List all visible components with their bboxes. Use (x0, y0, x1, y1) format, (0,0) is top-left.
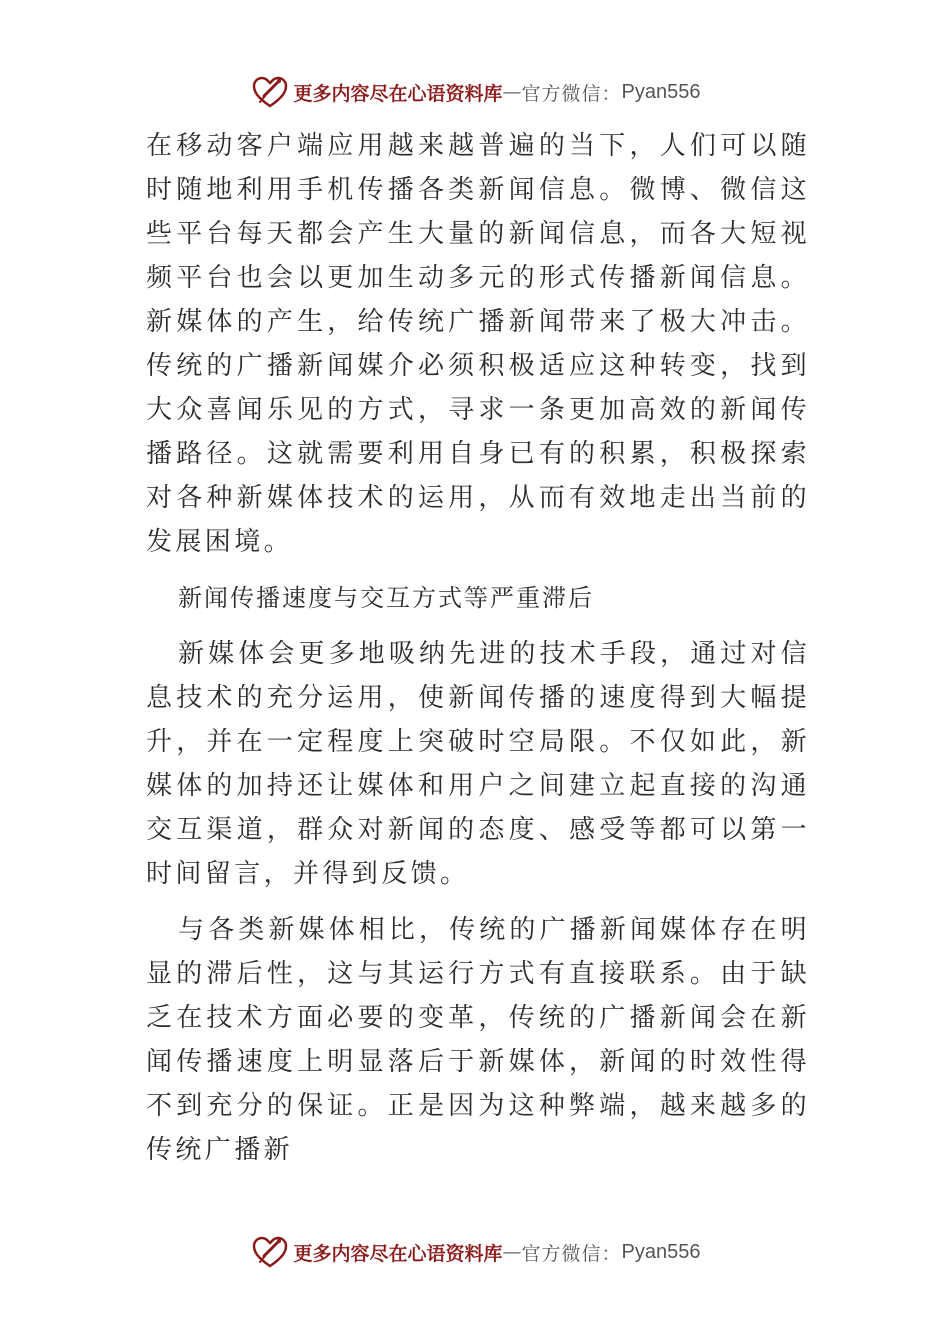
banner-wechat-id: Pyan556 (621, 1240, 701, 1263)
heart-pen-logo-icon (250, 1232, 290, 1272)
banner-main-text: 更多内容尽在心语资料库 (293, 82, 503, 105)
banner-wechat-label: 官方微信： (521, 1242, 622, 1265)
document-body (146, 124, 810, 1172)
paragraph-3: 与各类新媒体相比，传统的广播新闻媒体存在明显的滞后性，这与其运行方式有直接联系。由于缺乏在技术方面必要的变革，传统的广播新闻会在新闻传播速度上明显落后于新媒体，新闻的时效性得不到充分的保证。正是因为这种弊端，越来越多的传统广播新 (146, 915, 810, 1165)
banner-wechat-label: 官方微信： (521, 82, 622, 105)
banner-wechat-id: Pyan556 (621, 80, 701, 103)
banner-main-text: 更多内容尽在心语资料库 (293, 1242, 503, 1265)
banner-dash: — (502, 1241, 522, 1263)
banner-dash: — (502, 81, 522, 103)
section-heading: 新闻传播速度与交互方式等严重滞后 (178, 584, 594, 612)
header-banner (0, 70, 950, 114)
footer-banner (0, 1230, 950, 1274)
paragraph-2: 新媒体会更多地吸纳先进的技术手段，通过对信息技术的充分运用，使新闻传播的速度得到大幅提升，并在一定程度上突破时空局限。不仅如此，新媒体的加持还让媒体和用户之间建立起直接的沟通交互渠道，群众对新闻的态度、感受等都可以第一时间留言，并得到反馈。 (146, 639, 810, 889)
paragraph-1: 在移动客户端应用越来越普遍的当下，人们可以随时随地利用手机传播各类新闻信息。微博、微信这些平台每天都会产生大量的新闻信息，而各大短视频平台也会以更加生动多元的形式传播新闻信息。新媒体的产生，给传统广播新闻带来了极大冲击。传统的广播新闻媒介必须积极适应这种转变，找到大众喜闻乐见的方式，寻求一条更加高效的新闻传播路径。这就需要利用自身已有的积累，积极探索对各种新媒体技术的运用，从而有效地走出当前的发展困境。 (146, 131, 810, 557)
heart-pen-logo-icon (250, 72, 290, 112)
